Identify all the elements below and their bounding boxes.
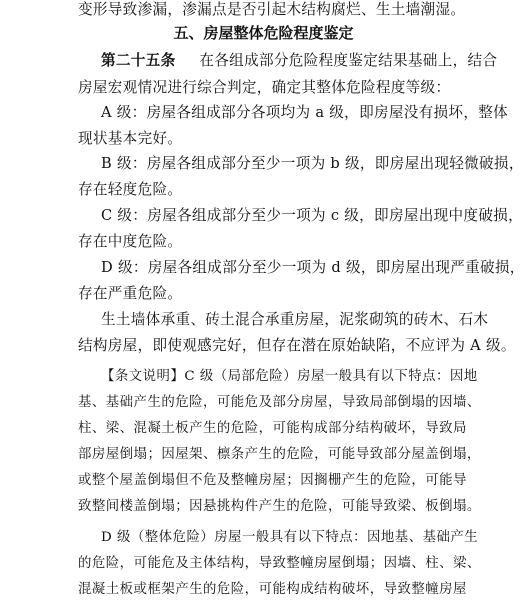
text-line: 存在严重危险。 xyxy=(78,285,183,302)
explanation-line: 部房屋倒塌；因屋架、檩条产生的危险，可能导致部分屋盖倒塌， xyxy=(78,447,481,462)
text-line: 存在中度危险。 xyxy=(78,233,183,250)
explanation-line: 【条文说明】C 级（局部危险）房屋一般具有以下特点：因地 xyxy=(101,369,478,384)
article-text: 在各组成部分危险程度鉴定结果基础上，结合 xyxy=(199,52,498,69)
text-line: 存在轻度危险。 xyxy=(78,181,183,198)
text-line: 变形导致渗漏，渗漏点是否引起木结构腐烂、生土墙潮湿。 xyxy=(78,1,466,18)
text-line: C 级：房屋各组成部分至少一项为 c 级，即房屋出现中度破损， xyxy=(101,207,523,224)
section-heading: 五、房屋整体危险程度鉴定 xyxy=(173,24,354,42)
text-line: 现状基本完好。 xyxy=(78,130,183,147)
text-line: 生土墙体承重、砖土混合承重房屋，泥浆砌筑的砖木、石木 xyxy=(101,311,489,328)
explanation-line: 致整间楼盖倒塌；因悬挑构件产生的危险，可能导致梁、板倒塌。 xyxy=(78,499,481,514)
text-line: 结构房屋，即使观感完好，但存在潜在原始缺陷，不应评为 A 级。 xyxy=(78,337,516,354)
explanation-line: 柱、梁、混凝土板产生的危险，可能构成部分结构破坏，导致局 xyxy=(78,421,467,436)
article-25-paragraph xyxy=(101,51,497,71)
text-line: B 级：房屋各组成部分至少一项为 b 级，即房屋出现轻微破损， xyxy=(101,155,524,172)
text-line: 房屋宏观情况进行综合判定，确定其整体危险程度等级： xyxy=(78,79,451,96)
text-line: D 级：房屋各组成部分至少一项为 d 级，即房屋出现严重破损， xyxy=(101,259,525,276)
explanation-line: D 级（整体危险）房屋一般具有以下特点：因地基、基础产生 xyxy=(101,530,479,545)
text-line: A 级：房屋各组成部分各项均为 a 级，即房屋没有损坏，整体 xyxy=(101,104,509,121)
explanation-line: 或整个屋盖倒塌但不危及整幢房屋；因搁栅产生的危险，可能导 xyxy=(78,473,467,488)
explanation-line: 基、基础产生的危险，可能危及部分房屋，导致局部倒塌的因墙、 xyxy=(78,395,481,410)
explanation-line: 的危险，可能危及主体结构，导致整幢房屋倒塌；因墙、柱、梁、 xyxy=(78,556,481,571)
explanation-line: 混凝土板或框架产生的危险，可能构成结构破坏，导致整幢房屋 xyxy=(78,582,467,597)
article-number: 第二十五条 xyxy=(101,52,176,69)
